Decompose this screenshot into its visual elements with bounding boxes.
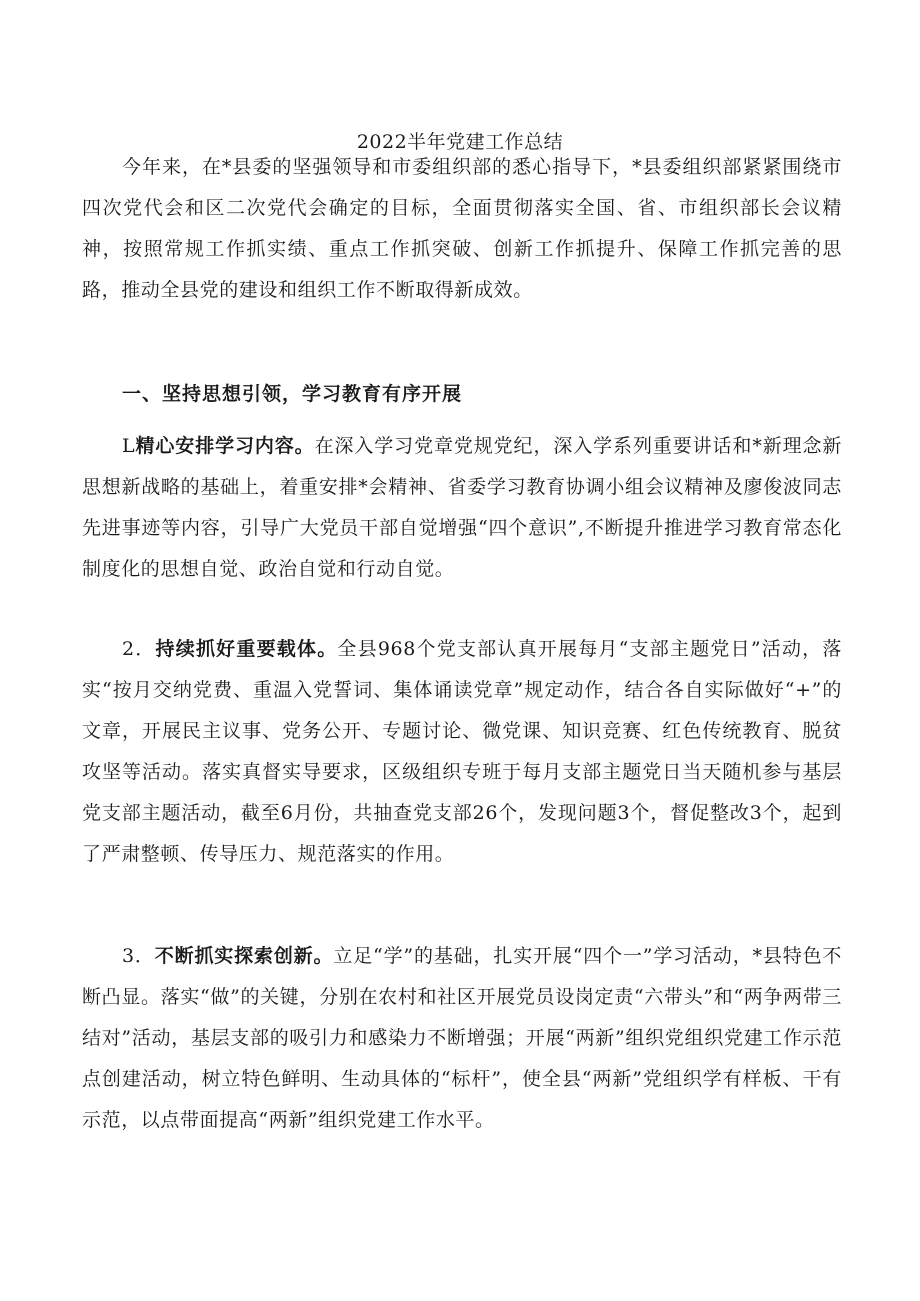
item-text: 立足“学”的基础，扎实开展“四个一”学习活动，*县特色不断凸显。落实“做”的关键，分别在农村和社区开展党员设岗定责“六带头”和“两争两带三结对”活动，基层支部的吸引力和感染力不断增强；开展“两新”组织党组织党建工作示范点创建活动，树立特色鲜明、生动具体的“标杆”，使全县“两新”党组织学有样板、干有示范，以点带面提高“两新”组织党建工作水平。	[82, 945, 843, 1131]
intro-paragraph: 今年来，在*县委的坚强领导和市委组织部的悉心指导下，*县委组织部紧紧围绕市四次党代会和区二次党代会确定的目标，全面贯彻落实全国、省、市组织部长会议精神，按照常规工作抓实绩、重点工作抓突破、创新工作抓提升、保障工作抓完善的思路，推动全县党的建设和组织工作不断取得新成效。	[82, 156, 842, 301]
section-heading: 一、坚持思想引领，学习教育有序开展	[122, 383, 463, 405]
item-lead: 精心安排学习内容。	[135, 435, 315, 457]
list-item	[82, 629, 842, 875]
item-number: 3．	[122, 945, 155, 967]
list-item	[82, 426, 842, 590]
item-number: L	[122, 435, 136, 457]
document-title: 2022半年党建工作总结	[356, 131, 564, 153]
item-lead: 不断抓实探索创新。	[154, 945, 334, 967]
item-lead: 持续抓好重要载体。	[155, 638, 338, 660]
item-text: 全县968个党支部认真开展每月“支部主题党日”活动，落实“按月交纳党费、重温入党誓词、集体诵读党章”规定动作，结合各自实际做好“+”的文章，开展民主议事、党务公开、专题讨论、微党课、知识竞赛、红色传统教育、脱贫攻坚等活动。落实真督实导要求，区级组织专班于每月支部主题党日当天随机参与基层党支部主题活动，截至6月份，共抽查党支部26个，发现问题3个，督促整改3个，起到了严肃整顿、传导压力、规范落实的作用。	[82, 638, 842, 865]
list-item	[82, 936, 842, 1141]
item-number: 2．	[122, 638, 156, 660]
item-text: 在深入学习党章党规党纪，深入学系列重要讲话和*新理念新思想新战略的基础上，着重安排*会精神、省委学习教育协调小组会议精神及廖俊波同志先进事迹等内容，引导广大党员干部自觉增强“四个意识”,不断提升推进学习教育常态化制度化的思想自觉、政治自觉和行动自觉。	[82, 435, 843, 580]
